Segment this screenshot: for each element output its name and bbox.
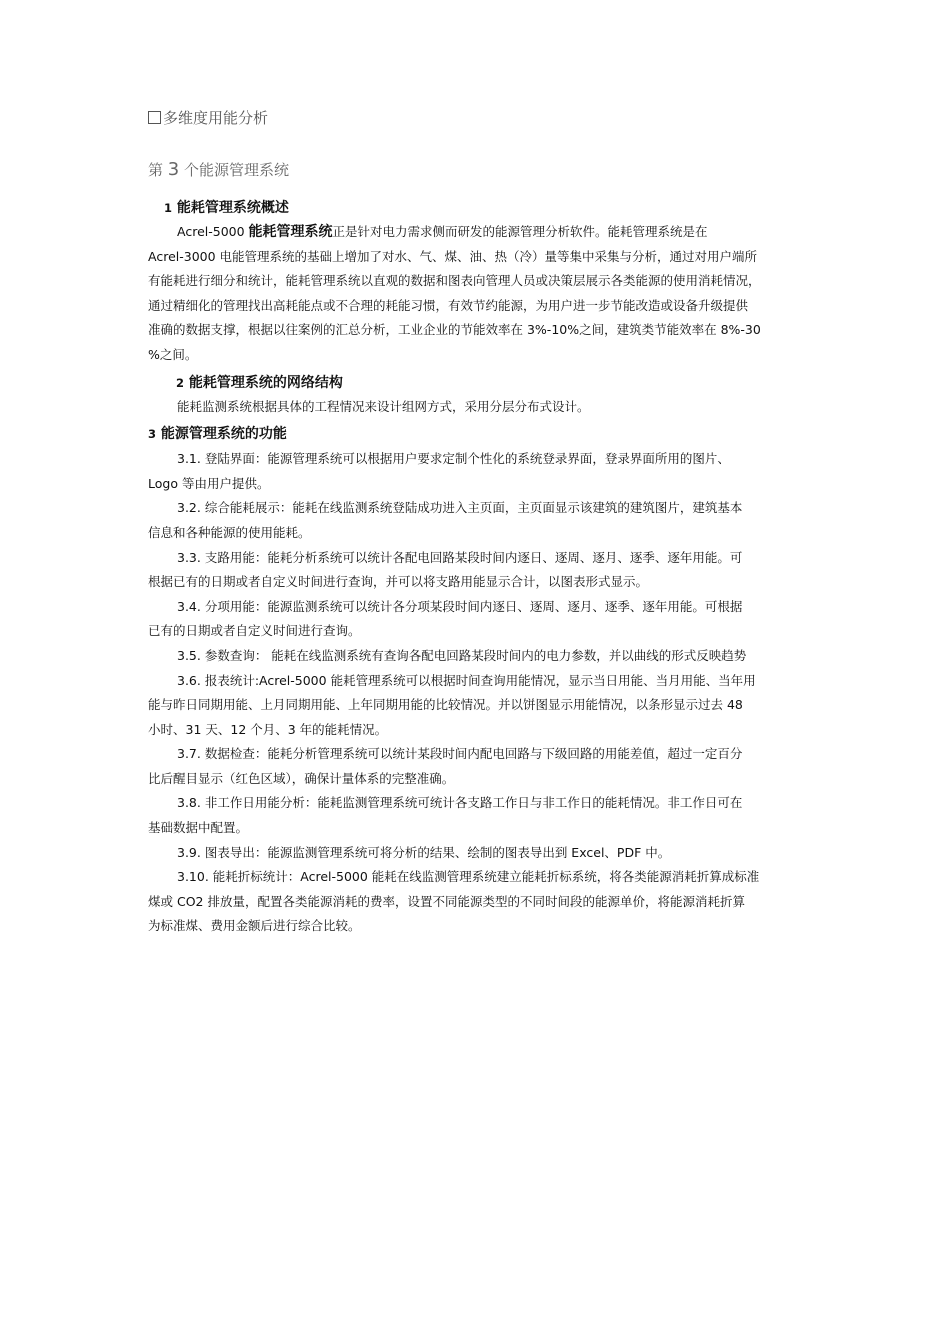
bullet-heading-text: 多维度用能分析 xyxy=(163,109,269,127)
section-3-heading xyxy=(148,422,812,446)
section-2-number: 2 xyxy=(176,375,185,390)
chapter-title xyxy=(148,159,289,181)
section-2-heading xyxy=(148,371,812,395)
feature-item-3-8: 3.8. 非工作日用能分析：能耗监测管理系统可统计各支路工作日与非工作日的能耗情况。非工作日可在 基础数据中配置。 xyxy=(148,795,743,836)
section-1-paragraph xyxy=(148,220,812,368)
checkbox-icon xyxy=(148,111,161,124)
section-1-para-rest: 正是针对电力需求侧而研发的能源管理分析软件。能耗管理系统是在 Acrel-3000 电能管理系统的基础上增加了对水、气、煤、油、热（冷）量等集中采集与分析，通过对用户端所 有能耗进行细分和统计，能耗管理系统以直观的数据和图表向管理人员或决策层展示各类能源的使用消耗情况， 通过精细化的管理找出高耗能点或不合理的耗能习惯，有效节约能源，为用户进一步节能改造或设备升级提供 准确的数据支撑，根据以往案例的汇总分析，工业企业的节能效率在 3%-10%之间，建筑类节能效率在 8%-30 %之间。 xyxy=(148,224,761,362)
section-1-title: 能耗管理系统概述 xyxy=(176,200,289,216)
section-1-para-start: Acrel-5000 xyxy=(177,224,249,239)
section-2-title: 能耗管理系统的网络结构 xyxy=(188,374,343,391)
section-3-title: 能源管理系统的功能 xyxy=(160,426,287,443)
feature-item-3-1: 3.1. 登陆界面：能源管理系统可以根据用户要求定制个性化的系统登录界面，登录界面所用的图片、 Logo 等由用户提供。 xyxy=(148,451,730,491)
feature-item-3-3: 3.3. 支路用能：能耗分析系统可以统计各配电回路某段时间内逐日、逐周、逐月、逐季、逐年用能。可 根据已有的日期或者自定义时间进行查询，并可以将支路用能显示合计，以图表形式显示。 xyxy=(148,549,743,590)
feature-item-3-6: 3.6. 报表统计:Acrel-5000 能耗管理系统可以根据时间查询用能情况，显示当日用能、当月用能、当年用 能与昨日同期用能、上月同期用能、上年同期用能的比较情况。并以饼图显示用能情况，以条形显示过去 48 小时、31 天、12 个月、3 年的能耗情况。 xyxy=(148,672,756,737)
feature-item-3-9: 3.9. 图表导出：能源监测管理系统可将分析的结果、绘制的图表导出到 Excel、PDF 中。 xyxy=(177,844,671,860)
feature-item-3-5: 3.5. 参数查询： 能耗在线监测系统有查询各配电回路某段时间内的电力参数，并以曲线的形式反映趋势 xyxy=(177,647,747,663)
feature-item-3-2: 3.2. 综合能耗展示：能耗在线监测系统登陆成功进入主页面，主页面显示该建筑的建筑图片，建筑基本 信息和各种能源的使用能耗。 xyxy=(148,500,743,540)
chapter-suffix: 个能源管理系统 xyxy=(184,161,290,179)
section-1-para-bold: 能耗管理系统 xyxy=(248,224,333,240)
section-2-paragraph: 能耗监测系统根据具体的工程情况来设计组网方式，采用分层分布式设计。 xyxy=(177,398,590,414)
chapter-number: 3 xyxy=(167,159,180,180)
feature-item-3-10: 3.10. 能耗折标统计：Acrel-5000 能耗在线监测管理系统建立能耗折标系统，将各类能源消耗折算成标准 煤或 CO2 排放量，配置各类能源消耗的费率，设置不同能源类型的不同时间段的能源单价，将能源消耗折算 为标准煤、费用金额后进行综合比较。 xyxy=(148,869,760,934)
feature-item-3-4: 3.4. 分项用能：能源监测系统可以统计各分项某段时间内逐日、逐周、逐月、逐季、逐年用能。可根据 已有的日期或者自定义时间进行查询。 xyxy=(148,598,743,639)
feature-item-3-7: 3.7. 数据检查：能耗分析管理系统可以统计某段时间内配电回路与下级回路的用能差值，超过一定百分 比后醒目显示（红色区域），确保计量体系的完整准确。 xyxy=(148,746,743,786)
chapter-prefix: 第 xyxy=(148,161,164,179)
bullet-heading xyxy=(148,108,268,128)
section-1-heading xyxy=(148,196,812,220)
section-1-number: 1 xyxy=(164,201,173,215)
section-3-number: 3 xyxy=(148,427,157,442)
document-body xyxy=(148,196,812,939)
